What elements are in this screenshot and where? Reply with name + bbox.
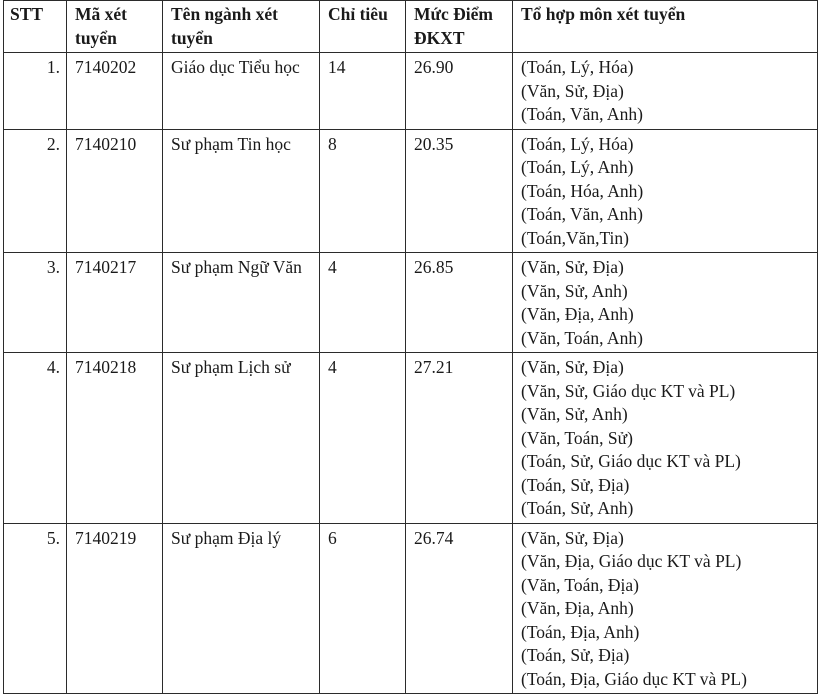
cell-combos [513,53,818,130]
cell-stt: 2. [4,129,67,253]
cell-code: 7140202 [67,53,163,130]
cell-stt: 3. [4,253,67,353]
cell-code: 7140219 [67,523,163,694]
cell-quota: 14 [320,53,406,130]
table-row [4,523,818,694]
header-combos: Tổ hợp môn xét tuyển [513,1,818,53]
cell-combos [513,523,818,694]
table-body [4,53,818,694]
header-code: Mã xét tuyển [67,1,163,53]
combo-item: (Toán, Sử, Địa) [521,645,630,665]
combo-item: (Văn, Địa, Anh) [521,598,634,618]
combo-item: (Toán, Địa, Anh) [521,621,640,642]
header-major: Tên ngành xét tuyển [163,1,320,53]
combo-item: (Văn, Sử, Địa) [521,80,624,101]
cell-major: Sư phạm Ngữ Văn [163,253,320,353]
combo-item: (Toán, Văn, Anh) [521,104,643,124]
header-score: Mức Điểm ĐKXT [406,1,513,53]
combo-item: (Văn, Sử, Anh) [521,280,628,301]
table-row [4,353,818,524]
combo-item: (Toán, Sử, Giáo dục KT và PL) [521,451,741,471]
combo-item: (Văn, Sử, Địa) [521,257,624,277]
cell-combos [513,253,818,353]
cell-quota: 6 [320,523,406,694]
header-stt: STT [4,1,67,53]
cell-quota: 4 [320,353,406,524]
cell-stt: 4. [4,353,67,524]
combo-item: (Văn, Sử, Anh) [521,404,628,424]
cell-code: 7140218 [67,353,163,524]
combo-item: (Văn, Toán, Sử) [521,427,633,448]
combo-item: (Văn, Sử, Giáo dục KT và PL) [521,380,736,401]
cell-stt: 1. [4,53,67,130]
combo-item: (Văn, Địa, Anh) [521,304,634,324]
table-row [4,129,818,253]
cell-combos [513,129,818,253]
cell-code: 7140217 [67,253,163,353]
cell-score: 26.74 [406,523,513,694]
combo-item: (Toán, Địa, Giáo dục KT và PL) [521,668,747,689]
header-row [4,1,818,53]
combo-item: (Văn, Sử, Địa) [521,527,624,548]
combo-item: (Toán, Lý, Anh) [521,157,634,177]
cell-stt: 5. [4,523,67,694]
cell-score: 26.90 [406,53,513,130]
combo-item: (Toán, Hóa, Anh) [521,180,644,201]
combo-item: (Văn, Địa, Giáo dục KT và PL) [521,551,742,571]
table-row [4,253,818,353]
combo-item: (Toán, Lý, Hóa) [521,133,634,154]
combo-item: (Toán, Lý, Hóa) [521,57,634,77]
header-quota: Chỉ tiêu [320,1,406,53]
combo-item: (Toán, Văn, Anh) [521,204,643,224]
combo-item: (Văn, Toán, Địa) [521,574,639,595]
cell-major: Giáo dục Tiểu học [163,53,320,130]
combo-item: (Văn, Toán, Anh) [521,327,643,348]
table-row [4,53,818,130]
combo-item: (Toán,Văn,Tin) [521,227,629,248]
cell-combos [513,353,818,524]
cell-quota: 8 [320,129,406,253]
cell-quota: 4 [320,253,406,353]
cell-score: 20.35 [406,129,513,253]
cell-score: 27.21 [406,353,513,524]
cell-major: Sư phạm Lịch sử [163,353,320,524]
combo-item: (Toán, Sử, Địa) [521,474,630,495]
cell-major: Sư phạm Tin học [163,129,320,253]
cell-major: Sư phạm Địa lý [163,523,320,694]
admission-table [3,0,818,694]
combo-item: (Văn, Sử, Địa) [521,357,624,377]
cell-score: 26.85 [406,253,513,353]
combo-item: (Toán, Sử, Anh) [521,498,634,518]
cell-code: 7140210 [67,129,163,253]
